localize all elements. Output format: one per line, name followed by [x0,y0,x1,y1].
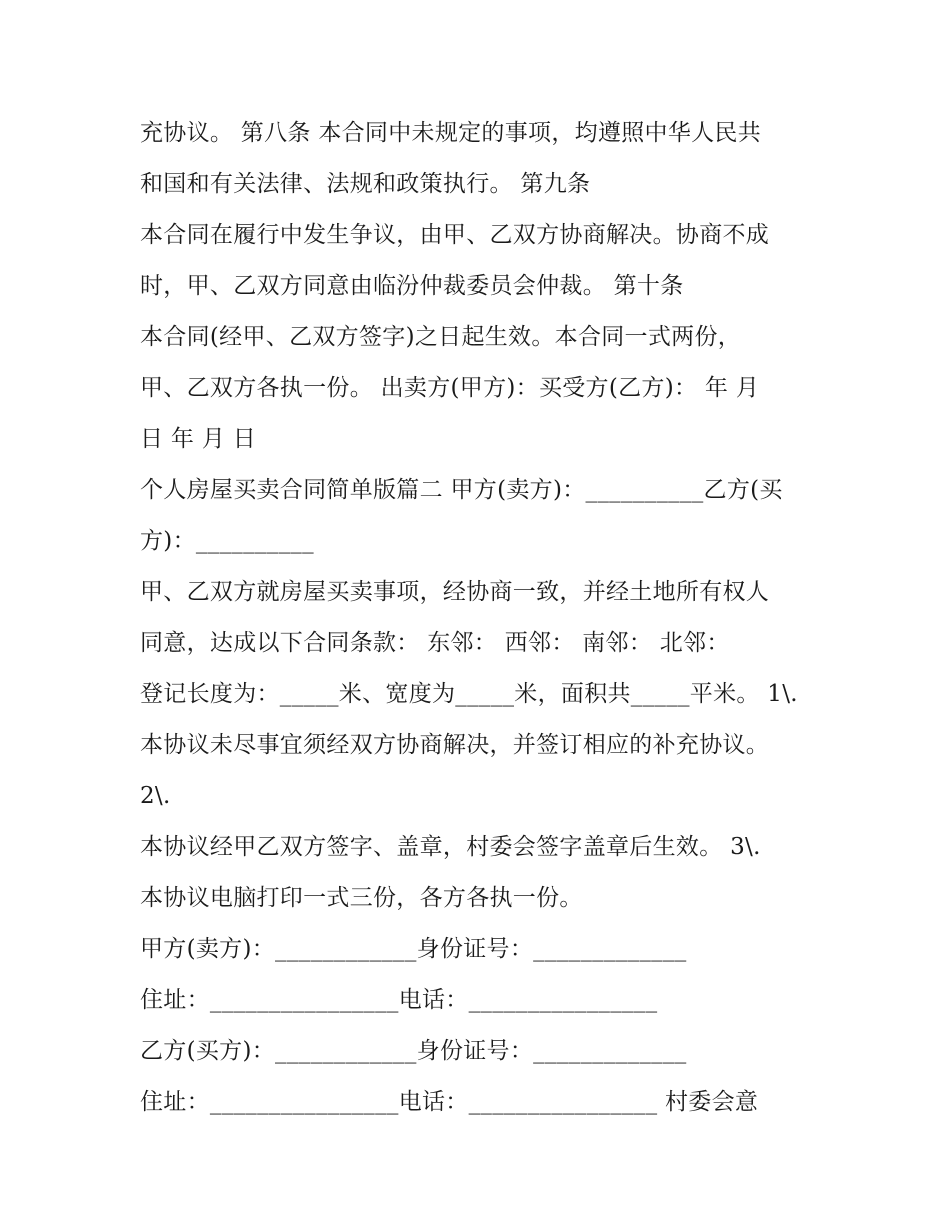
contract-text-block [140,108,840,1128]
text-line: 甲、乙双方就房屋买卖事项，经协商一致，并经土地所有权人 [140,579,770,605]
text-line: 和国和有关法律、法规和政策执行。 第九条 [140,171,591,197]
text-line: 本合同在履行中发生争议，由甲、乙双方协商解决。协商不成 [140,222,770,248]
text-line: 甲、乙双方各执一份。 出卖方(甲方)：买受方(乙方)： 年 月 [140,375,760,401]
text-line: 本合同(经甲、乙双方签字)之日起生效。本合同一式两份， [140,324,742,350]
party-b-signature-line: 乙方(买方)：____________身份证号：_____________ [140,1038,687,1064]
section-title-line: 个人房屋买卖合同简单版篇二 甲方(卖方)：__________乙方(买 [140,477,783,503]
text-line: 充协议。 第八条 本合同中未规定的事项，均遵照中华人民共 [140,120,762,146]
text-line: 本协议未尽事宜须经双方协商解决，并签订相应的补充协议。 [140,732,770,758]
text-line: 2\. [140,783,171,809]
party-a-signature-line: 甲方(卖方)：____________身份证号：_____________ [140,936,687,962]
text-line: 本协议电脑打印一式三份，各方各执一份。 [140,885,583,911]
party-b-contact-line: 住址：________________电话：________________ 村委会意 [140,1089,759,1115]
party-a-contact-line: 住址：________________电话：________________ [140,987,658,1013]
text-line: 同意，达成以下合同条款： 东邻： 西邻： 南邻： 北邻： [140,630,730,656]
text-line: 本协议经甲乙双方签字、盖章，村委会签字盖章后生效。 3\. [140,834,761,860]
text-line: 方)：__________ [140,528,314,554]
text-line: 日 年 月 日 [140,426,257,452]
text-line: 时，甲、乙双方同意由临汾仲裁委员会仲裁。 第十条 [140,273,684,299]
text-line: 登记长度为：_____米、宽度为_____米，面积共_____平米。 1\. [140,681,798,707]
